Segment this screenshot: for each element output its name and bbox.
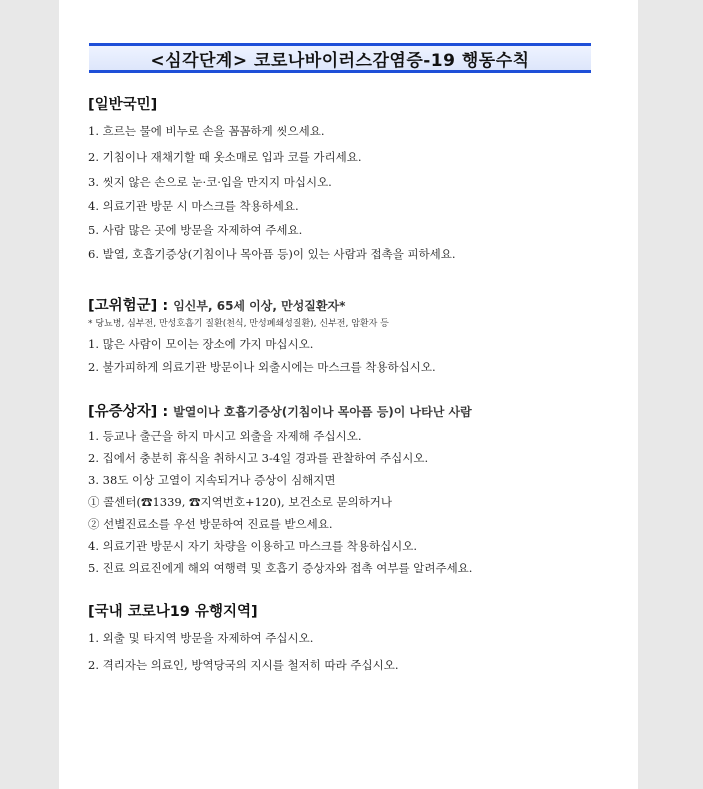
symptomatic-subitem-2: ② 선별진료소를 우선 방문하여 진료를 받으세요. [88,517,333,531]
document-title: <심각단계> 코로나바이러스감염증-19 행동수칙 [89,43,591,73]
symptomatic-item-2: 2. 집에서 충분히 휴식을 취하시고 3-4일 경과를 관찰하여 주십시오. [88,451,429,465]
general-item-1: 1. 흐르는 물에 비누로 손을 꼼꼼하게 씻으세요. [88,124,325,138]
general-item-3: 3. 씻지 않은 손으로 눈·코·입을 만지지 마십시오. [88,175,332,189]
general-item-6: 6. 발열, 호흡기증상(기침이나 목아픔 등)이 있는 사람과 접촉을 피하세요. [88,247,456,261]
symptomatic-item-1: 1. 등교나 출근을 하지 마시고 외출을 자제해 주십시오. [88,429,362,443]
symptomatic-item-3: 3. 38도 이상 고열이 지속되거나 증상이 심해지면 [88,473,336,487]
symptomatic-subitem-1: ① 콜센터(☎1339, ☎지역번호+120), 보건소로 문의하거나 [88,495,393,509]
general-item-2: 2. 기침이나 재채기할 때 옷소매로 입과 코를 가리세요. [88,150,362,164]
symptomatic-item-5: 5. 진료 의료진에게 해외 여행력 및 호흡기 증상자와 접촉 여부를 알려주세요. [88,561,473,575]
domestic-item-1: 1. 외출 및 타지역 방문을 자제하여 주십시오. [88,631,314,645]
high-risk-item-1: 1. 많은 사람이 모이는 장소에 가지 마십시오. [88,337,314,351]
high-risk-footnote: * 당뇨병, 심부전, 만성호흡기 질환(천식, 만성폐쇄성질환), 신부전, 암환자 등 [88,319,389,329]
symptomatic-description: 발열이나 호흡기증상(기침이나 목아픔 등)이 나타난 사람 [173,405,472,419]
section-heading-high-risk [88,294,345,315]
section-heading-general: [일반국민] [88,97,158,113]
domestic-item-2: 2. 격리자는 의료인, 방역당국의 지시를 철저히 따라 주십시오. [88,658,399,672]
general-item-4: 4. 의료기관 방문 시 마스크를 착용하세요. [88,199,299,213]
high-risk-description: 임신부, 65세 이상, 만성질환자* [173,299,346,313]
high-risk-label: [고위험군] : [88,298,169,314]
section-heading-domestic: [국내 코로나19 유행지역] [88,604,258,620]
symptomatic-item-4: 4. 의료기관 방문시 자기 차량을 이용하고 마스크를 착용하십시오. [88,539,418,553]
section-heading-symptomatic [88,400,472,421]
symptomatic-label: [유증상자] : [88,404,169,420]
general-item-5: 5. 사람 많은 곳에 방문을 자제하여 주세요. [88,223,303,237]
document-page [59,0,638,789]
high-risk-item-2: 2. 불가피하게 의료기관 방문이나 외출시에는 마스크를 착용하십시오. [88,360,436,374]
